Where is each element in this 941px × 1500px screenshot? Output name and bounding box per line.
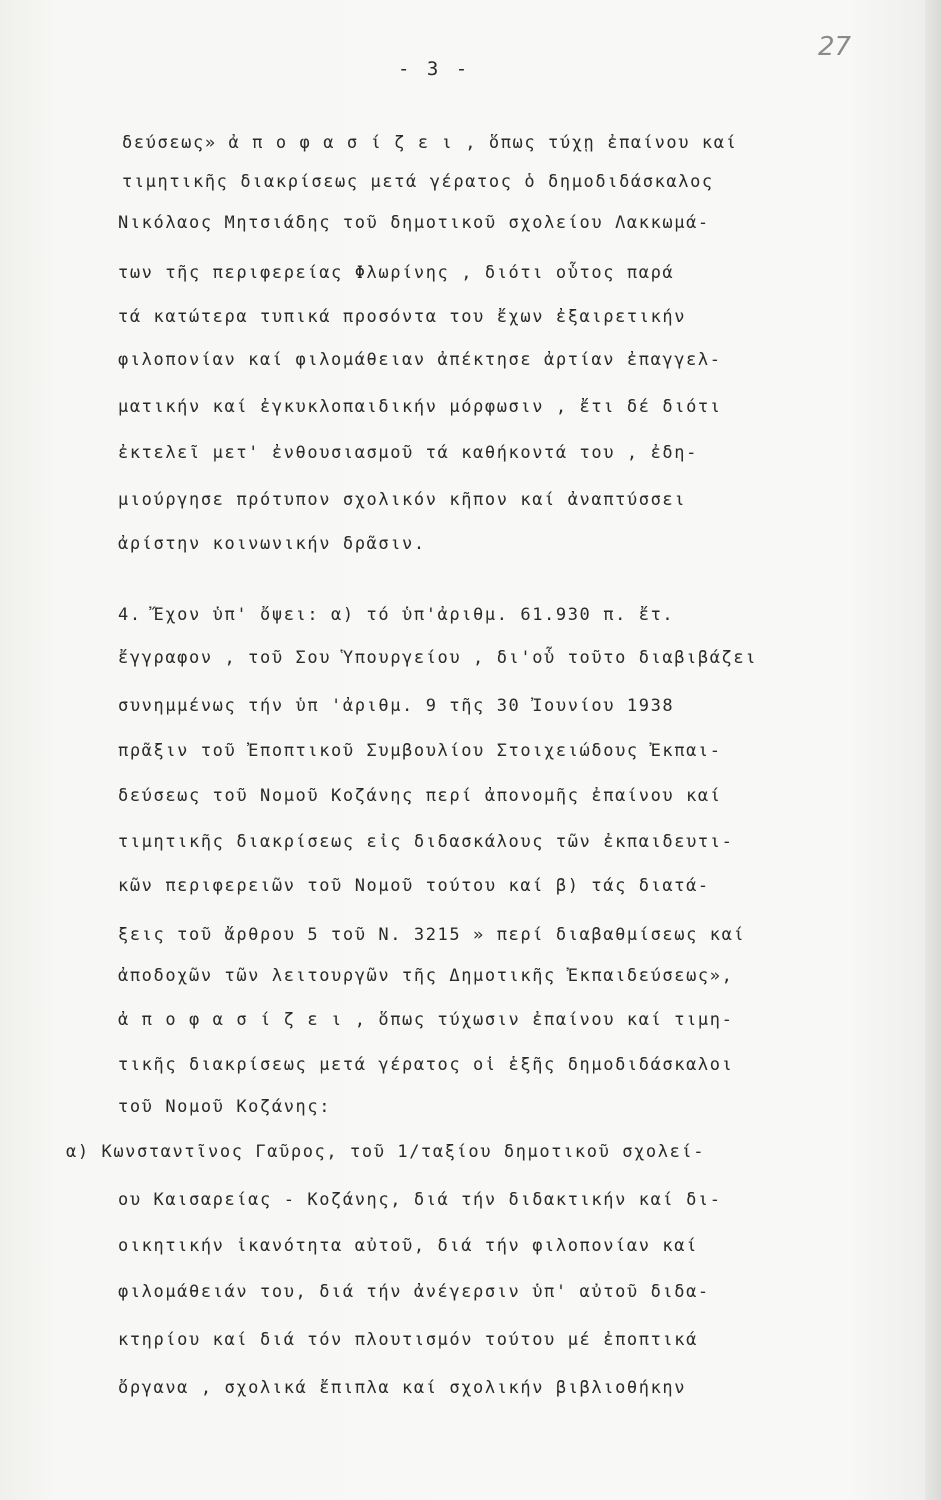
text-line: ου Καισαρείας - Κοζάνης, διά τήν διδακτικήν καί δι-	[118, 1190, 722, 1210]
text-line: ἀποδοχῶν τῶν λειτουργῶν τῆς Δημοτικῆς Ἐκπαιδεύσεως»,	[118, 966, 734, 986]
text-line: μιούργησε πρότυπον σχολικόν κῆπον καί ἀναπτύσσει	[118, 490, 687, 510]
text-line: τιμητικῆς διακρίσεως εἰς διδασκάλους τῶν ἐκπαιδευτι-	[118, 832, 734, 852]
text-line: τά κατώτερα τυπικά προσόντα του ἔχων ἐξαιρετικήν	[118, 307, 687, 327]
text-line: ἐκτελεῖ μετ' ἐνθουσιασμοῦ τά καθήκοντά του , ἐδη-	[118, 443, 698, 463]
text-line: φιλομάθειάν του, διά τήν ἀνέγερσιν ὑπ' αὐτοῦ διδα-	[118, 1282, 710, 1302]
text-line: κῶν περιφερειῶν τοῦ Νομοῦ τούτου καί β) τάς διατά-	[118, 876, 710, 896]
text-line: α) Κωνσταντῖνος Γαῦρος, τοῦ 1/ταξίου δημοτικοῦ σχολεί-	[66, 1142, 706, 1162]
text-line: κτηρίου καί διά τόν πλουτισμόν τούτου μέ ἐποπτικά	[118, 1330, 698, 1350]
text-line: ξεις τοῦ ἄρθρου 5 τοῦ Ν. 3215 » περί διαβαθμίσεως καί	[118, 925, 746, 945]
text-line: δεύσεως τοῦ Νομοῦ Κοζάνης περί ἀπονομῆς ἐπαίνου καί	[118, 786, 722, 806]
text-line: τοῦ Νομοῦ Κοζάνης:	[118, 1097, 332, 1117]
page-edge	[925, 0, 941, 1500]
text-line: ἀ π ο φ α σ ί ζ ε ι , ὅπως τύχωσιν ἐπαίνου καί τιμη-	[118, 1010, 734, 1030]
text-line: Νικόλαος Μητσιάδης τοῦ δημοτικοῦ σχολείου Λακκωμά-	[118, 213, 710, 233]
text-line: ματικήν καί ἐγκυκλοπαιδικήν μόρφωσιν , ἔτι δέ διότι	[118, 397, 722, 417]
text-line: οικητικήν ἱκανότητα αὐτοῦ, διά τήν φιλοπονίαν καί	[118, 1236, 698, 1256]
text-line: των τῆς περιφερείας Φλωρίνης , διότι οὗτος παρά	[118, 263, 675, 283]
text-line: τικῆς διακρίσεως μετά γέρατος οἱ ἑξῆς δημοδιδάσκαλοι	[118, 1055, 734, 1075]
text-line: ὄργανα , σχολικά ἔπιπλα καί σχολικήν βιβλιοθήκην	[118, 1378, 687, 1398]
text-line: δεύσεως» ἀ π ο φ α σ ί ζ ε ι , ὅπως τύχῃ ἐπαίνου καί	[122, 133, 738, 153]
text-line: ἀρίστην κοινωνικήν δρᾶσιν.	[118, 534, 426, 554]
text-line: τιμητικῆς διακρίσεως μετά γέρατος ὁ δημοδιδάσκαλος	[122, 172, 714, 192]
folio-number: 27	[818, 32, 852, 62]
text-line: φιλοπονίαν καί φιλομάθειαν ἀπέκτησε ἀρτίαν ἐπαγγελ-	[118, 350, 722, 370]
text-line: ἔγγραφον , τοῦ Σου Ὑπουργείου , δι'οὗ τοῦτο διαβιβάζει	[118, 648, 758, 668]
page-number: - 3 -	[398, 58, 471, 80]
text-line: πρᾶξιν τοῦ Ἐποπτικοῦ Συμβουλίου Στοιχειώδους Ἐκπαι-	[118, 741, 722, 761]
text-line: συνημμένως τήν ὑπ 'ἀριθμ. 9 τῆς 30 Ἰουνίου 1938	[118, 696, 675, 716]
text-line: 4. Ἔχον ὑπ' ὄψει: α) τό ὑπ'ἀριθμ. 61.930 π. ἔτ.	[118, 605, 675, 625]
